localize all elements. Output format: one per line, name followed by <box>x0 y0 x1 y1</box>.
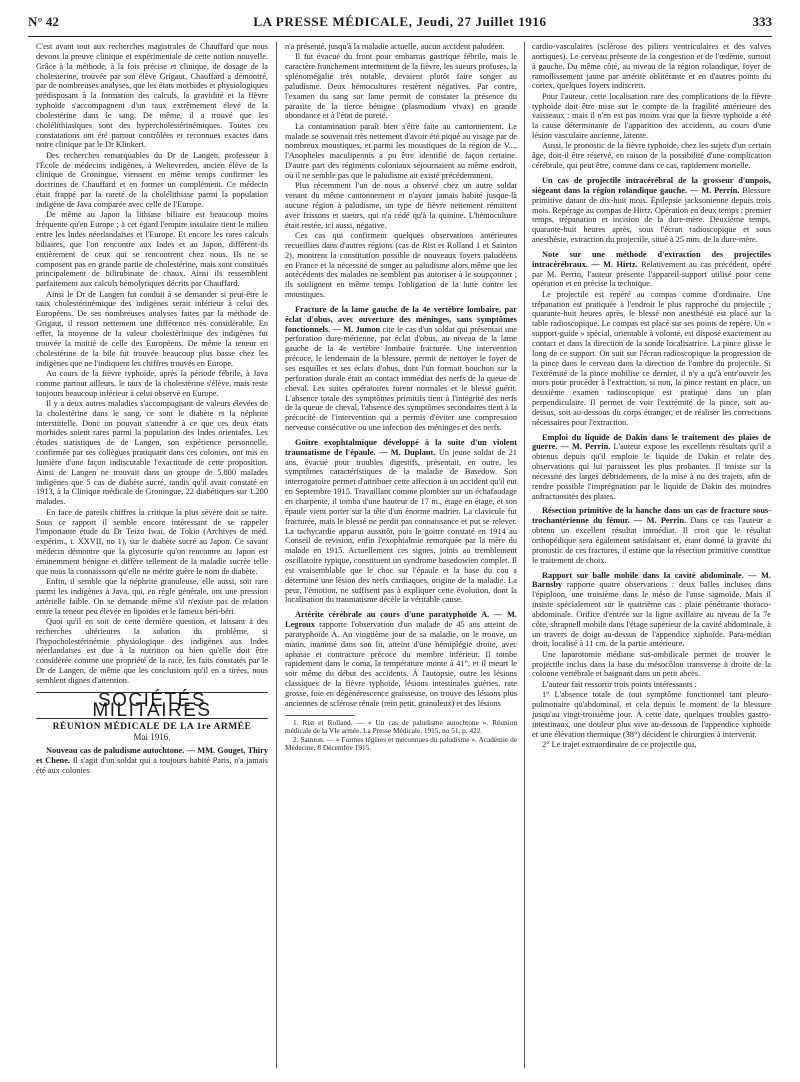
article-body: rapporte quatre observations : deux balles incluses dans l'épiploon, une troisième dans le méso de l'anse sigmoïde. Mais il insiste spécialement sur le quatrième cas : plaie pénétrante thoraco-abdominale. Orifice d'entrée sur la ligne axillaire au niveau de la 7e côte, shrapnell mobile dans l'étage supérieur de la cavité abdominale, à un travers de doigt au-dessus de l'appendice xiphoïde. Para-médian droit, localisé à 11 cm. de la partie antérieure. <box>532 580 771 649</box>
article-title: Fracture de la lame gauche de la 4e vertèbre lombaire, par éclat d'obus, avec ouverture des méninges, sans symptômes fonctionnels. — M. Jumon <box>285 304 517 334</box>
article-entry <box>285 438 517 605</box>
paragraph: Il fut évacué du front pour embarras gastrique fébrile, mais le caractère franchement intermittent de la fièvre, les sueurs profuses, la splénomégalie très notable, devaient plutôt faire songer au paludisme. Deux hémocultures restèrent négatives. Par contre, l'examen du sang sur lame permit de constater la présence du parasite de la tierce bénigne (plasmodium vivax) en grande abondance et à l'état de pureté. <box>285 52 517 121</box>
article-title: Un cas de projectile intracérébral de la grosseur d'unpois, siégeant dans la région rolandique gauche. — M. Perrin. <box>532 175 771 195</box>
header-rule <box>28 36 772 37</box>
paragraph: cardio-vasculaires (sclérose des piliers ventriculaires et des valves aortiques). Le cerveau présente de la congestion et de l'œdème, surtout à gauche. Du même côté, au niveau de la région rolandique, foyer de ramollissement jaune par artérite oblitérante et en d'autres points du cortex, quelques foyers indiscrets. <box>532 42 771 91</box>
article-body: Blessure primitive datant de dix-huit mois. Épilepsie jacksonienne depuis trois mois. Repérage au compas de Hirtz. Opération en deux temps : premier temps, trépanation et incision de la dure-mère. Deuxième temps, quarante-huit heures après, sous l'écran radioscopique et sous anesthésie, extraction du projectile, situé à 25 mm. de la dure-mère. <box>532 185 771 245</box>
article-entry <box>36 746 268 776</box>
article-title: Emploi du liquide de Dakin dans le traitement des plaies de guerre. — M. Perrin. <box>532 432 771 452</box>
paragraph: Quoi qu'il en soit de cette dernière question, et laissant à des recherches ultérieures la solution du problème, si l'hypocholestérinémie physiologique des indigènes aux Indes néerlandaises est due à la nutrition ou bien qu'elle doit être considérée comme une propriété de la race, les faits constatés par le Dr de Langen, de même que les conclusions qu'il en a tirées, nous semblent dignes d'attention. <box>36 616 268 685</box>
column-middle <box>285 42 517 1067</box>
article-body: Dans ce cas l'auteur a obtenu un excellent résultat immédiat. Il croit que le résultat orthopédique sera également satisfaisant et, étant donné la gravité du pronostic de ces fractures, il estime que la résection primitive constitue le traitement de choix. <box>532 516 771 565</box>
article-entry <box>532 506 771 565</box>
paragraph: L'auteur fait ressortir trois points intéressants : <box>542 679 697 689</box>
paragraph: Au cours de la fièvre typhoïde, après la période fébrile, à Java comme partout ailleurs, le taux de la cholestérine s'élève, mais reste toujours beaucoup inférieur à celui observé en Europe. <box>36 368 268 398</box>
paragraph: Enfin, il semble que la néphrite granuleuse, elle aussi, soit rare parmi les indigènes à Java, qui, en règle générale, ont une pression artérielle faible. On se demande même s'il n'existe pas de relation entre la teneur peu élevée en lipoïdes et le fameux béri-béri. <box>36 577 268 616</box>
paragraph: En face de pareils chiffres la critique la plus sévère doit se taire. Sous ce rapport il semble encore intéressant de se rappeler l'importante étude du Dr Teizo Iwai, de Tokio (Archives de méd. expérim., t. XXVII, no 1), sur le diabète sucré au Japon. Ce savant médecin démontre que la glycosurie qu'on rencontre au Japon est éminemment bénigne et diffère tellement de la maladie sucrée telle que nous la connaissons qu'elle ne mérite guère le nom de diabète. <box>36 507 268 576</box>
paragraph: De même au Japon la lithiase biliaire est beaucoup moins fréquente qu'en Europe ; à cet égard l'empire insulaire tient le milieu entre les Indes néerlandaises et l'Europe. Et encore les rares calculs biliaires, que l'on rencontre aux Indes et au Japon, diffèrent-ils entièrement de ceux qui se rencontrent chez nous. Ils ne se composent pas en grande partie de cholestérine, mais sont constitués principalement de bilirubinate de chaux. Ainsi ils ressemblent parfaitement aux calculs hémolytiques décrits par Chauffard. <box>36 210 268 289</box>
article-entry <box>532 433 771 502</box>
footnote: 1. Rist et Rolland. — « Un cas de paludisme autochtone ». Réunion médicale de la VIe armée, La Presse Médicale, 1915, no 51, p. 422. <box>285 717 517 736</box>
article-entry <box>532 176 771 245</box>
page-number: 333 <box>752 14 772 29</box>
paragraph: Il y a deux autres maladies s'accompagnant de valeurs élevées de la cholestérine dans le sang, ce sont le diabète et la néphrite interstitielle. Donc on pouvait s'attendre à ce que ces deux états morbides soient rares parmi la population des Indes orientales. Les études statistiques de de Langen, son expérience personnelle, confirmée par ses collègues pratiquant dans ces colonies, ont mis en lumière d'une façon indiscutable l'exactitude de cette proposition. Ainsi de Langen ne trouvait dans un groupe de 5.800 malades indigènes que 5 cas de diabète sucré, tandis qu'il avait constaté en 1913, à la Clinique médicale de Groningue, 22 diabétiques sur 1.200 malades. <box>36 398 268 507</box>
column-right <box>532 42 771 1067</box>
article-body: Il s'agit d'un soldat qui a toujours habité Paris, n'a jamais été aux colonies <box>36 756 268 775</box>
paragraph: Le projectile est repéré au compas comme d'ordinaire. Une trépanation est pratiquée à l'endroit le plus rapproché du projectile ; quarante-huit heures après, le blessé non anesthésié est placé sur la table radioscopique. Le compas est placé sur ses points de repère. Un « support-guide » spécial, orientable à volonté, est disposé exactement au contact et dans la direction de la sonde localisatrice. La pince glisse le long de ce support. On suit sur l'écran radioscopique la progression de la pince dans le cerveau dans la direction de l'ombre du projectile. Si l'extrémité de la pince mobilise ce dernier, il n'y a qu'à entr'ouvrir les mors pour procéder à l'extraction, si non, la pince restant en place, un deuxième examen radioscopique est pratiqué dans un plan perpendiculaire. Il permet de voir l'extrémité de la pince, soit au-dessus, soit au-dessous du corps étranger, et de réaliser les corrections nécessaires pour l'extraction. <box>532 289 771 427</box>
meeting-title: RÉUNION MÉDICALE DE LA 1re ARMÉE <box>52 721 252 732</box>
footnote: 2. Sainton. — « Formes légères et méconnues du paludisme ». Académie de Médecine, 8 Décembre 1915. <box>285 734 517 753</box>
journal-title: LA PRESSE MÉDICALE, Jeudi, 27 Juillet 1916 <box>253 14 547 29</box>
issue-number: N° 42 <box>28 14 59 29</box>
paragraph: Une laparotomie médiane sus-ombilicale permet de trouver le projectile inclus dans la base du mésocôlon transverse à droite de la colonne vertébrale et baignant dans un petit abcès. <box>532 649 771 679</box>
article-entry <box>285 610 517 708</box>
footnote-rule <box>285 715 355 716</box>
paragraph: Ces cas qui confirment quelques observations antérieures recueillies dans d'autres régions (cas de Rist et Rolland 1 et Sainton 2), montrent la constitution possible de nouveaux foyers paludéens en France et la nécessité de songer au paludisme alors même que les antécédents des malades ne semblent pas autoriser à le soupçonner ; ils soulignent en même temps l'obligation de la lutte contre les moustiques. <box>285 231 517 300</box>
article-body: cite le cas d'un soldat qui présentait une perforation dure-mérienne, par éclat d'obus, au niveau de la lame gauche de la 4e vertèbre lombaire fracturée. Une intervention précoce, le lendemain de la blessure, permit de nettoyer le foyer de ses esquilles et ses éclats d'obus, dont l'un formait bouchon sur la perforation durale était au contact immédiat des nerfs de la queue de cheval. Les suites opératoires furent normales et le blessé guérit. L'absence totale des symptômes primitifs tient à l'intégrité des nerfs de la queue de cheval, l'absence des symptômes secondaires tient à la précocité de l'intervention qui a permis d'éviter une compression nerveuse consécutive ou une infection des méninges et des nerfs. <box>285 324 517 433</box>
paragraph: C'est avant tout aux recherches magistrales de Chauffard que nous devons la preuve clinique et expérimentale de cette notion nouvelle. Grâce à la méthode, à la fois précise et clinique, de dosage de la cholestérine, trouvée par son élève Grigaut, Chauffard a démontré, par de nombreuses analyses, que les états morbides et physiologiques prédisposant à la formation des calculs, la gravidité et la fièvre typhoïde s'accompagnent d'un taux extrêmement élevé de la cholestérine dans le sang. De même, il a trouvé que les cholélithiasiques sont des hypercholestérinémiques. Toutes ces constatations ont été partout contrôlées et reconnues exactes dans notre clinique par le Dr Klinkert. <box>36 42 268 150</box>
column-divider <box>276 42 277 1068</box>
paragraph: Aussi, le pronostic de la fièvre typhoïde, chez les sujets d'un certain âge, doit-il être réservé, en raison de la possibilité d'une complication cérébrale, qui peut être, comme dans ce cas, rapidement mortelle. <box>532 141 771 171</box>
article-title: Note sur une méthode d'extraction des projectiles intracérébraux. — M. Hirtz. <box>532 249 771 269</box>
article-title: Artérite cérébrale au cours d'une paratyphoïde A. — M. Legroux <box>285 610 517 630</box>
article-title: Nouveau cas de paludisme autochtone. — MM. Gouget, Thiry et Chene. <box>36 746 268 766</box>
paragraph: n'a présenté, jusqu'à la maladie actuelle, aucun accident paludéen. <box>285 42 505 51</box>
article-entry <box>285 305 517 433</box>
article-title: Rapport sur balle mobile dans la cavité abdominale. — M. Barnsby <box>532 570 771 590</box>
meeting-date: Mai 1916. <box>133 732 171 743</box>
paragraph: Pour l'auteur, cette localisation rare des complications de la fièvre typhoïde doit être mise sur le compte de la fragilité antérieure des vaisseaux : mais il n'en est pas moins vrai que la fièvre typhoïde a été la cause déterminante de l'apparition des accidents, au cours d'une lésion vasculaire ancienne, latente. <box>532 91 771 141</box>
article-title: Goitre exophtalmique développé à la suite d'un violent traumatisme de l'épaule. — M. Duplant. <box>285 437 517 457</box>
paragraph: La contamination paraît bien s'être faite au cantonnement. Le malade se souvenait très nettement d'avoir été piqué au visage par de nombreux moustiques, et parmi les moustiques de la région de V..., l'Anopheles maculipennis a pu être identifié de façon certaine. D'autre part des régiments coloniaux séjournaient au même endroit, où il ne semble pas que le paludisme ait existé précédemment. <box>285 121 517 180</box>
article-body: Un jeune soldat de 21 ans, évacué pour troubles digestifs, présentait, en outre, les symptômes caractéristiques de la maladie de Basedow. Son interrogatoire permet d'attribuer cette affection à un accident qu'il eut en Septembre 1915. Travaillant comme plombier sur un échafaudage en charpente, il tomba d'une hauteur de 17 m., étage en étage, et son épaule vient porter sur la tête d'un énorme madrier. La clavicule fut fracturée, mais le blessé ne perdit pas connaissance et put se relever. La tachycardie apparut aussitôt, puis le goitre constaté en 1914 au Conseil de revision, enfin l'exophtalmie remarquée par la mère du malade en 1915. Actuellement ces signes, joints au tremblement oscillatoire typique, constituent un syndrome basedowien complet. Il est vraisemblable que le choc sur l'épaule et la base du cou a déterminé une lésion des nerfs cardiaques, origine de la maladie. La peur, l'émotion, ne suffisent pas à expliquer cette évolution, dont la localisation du traumatisme décèle la véritable cause. <box>285 447 517 605</box>
section-heading: SOCIÉTÉS MILITAIRES <box>36 692 268 719</box>
paragraph: 1° L'absence totale de tout symptôme fonctionnel tant pleuro-pulmonaire qu'abdominal, et cela depuis le moment de la blessure jusqu'au vingt-troisième jour. À cette date, quelques troubles gastro-intestinaux, une douleur plus vive au-dessous de l'appendice xiphoïde et une élévation thermique (38°) décident le chirurgien à intervenir. <box>532 690 771 739</box>
article-body: rapporte l'observation d'un malade de 45 ans atteint de paratyphoïde A. Au vingtième jour de sa maladie, on le trouve, un matin, inanimé dans son lit, atteint d'une hémiplégie droite, avec aphasie et contracture précoce du membre inférieur. Il tombe rapidement dans le coma, la température monte à 41°, et il meurt le soir même du début des accidents. À l'autopsie, outre les lésions classiques de la fièvre typhoïde, lésions intestinales guéries, rate grosse, foie en dégénérescence graisseuse, on trouve des lésions plus anciennes de sclérose rénale (rein petit, granuleux) et des lésions <box>285 620 517 708</box>
paragraph: Ainsi le Dr de Langen fut conduit à se demander si peut-être le taux cholestérinémique des indigènes serait inférieur à celui des Européens. De ses nombreuses analyses faites par la méthode de Grigaut, il ressort nettement une différence très considérable. En effet, la moyenne de la valeur cholestérinique des indigènes fut trouvée la moitié de celle des Européens. De même la teneur en cholestérine de la bile fut trouvée beaucoup plus basse chez les indigènes que ne l'indiquent les chiffres trouvés en Europe. <box>36 289 268 368</box>
article-body: Relativement au cas précédent, opéré par M. Perrin, l'auteur présente l'appareil-support utilisé pour cette opération et en précise la technique. <box>532 259 771 289</box>
article-title: Résection primitive de la hanche dans un cas de fracture sous-trochantérienne du fémur. — M. Perrin. <box>532 506 771 526</box>
paragraph: Des recherches remarquables du Dr de Langen, professeur à l'École de médecins indigènes, à Weltevreden, ancien élève de la clinique de Groningue, viennent en même temps confirmer les doctrines de Chauffard et en former un complément. Ce médecin était frappé par la rareté de la cholélithiase parmi la population indigène de Java comparée avec celle de l'Europe. <box>36 150 268 209</box>
page-header <box>28 14 772 36</box>
paragraph: 2° Le trajet extraordinaire de ce projectile qui, <box>542 739 697 749</box>
article-body: L'auteur expose les excellents résultats qu'il a obtenus depuis qu'il emploie le liquide de Dakin et relate des observations qui lui paraissent les plus probantes. Il insiste sur la nécessité des larges débridements, de la mise à nu des trajets, afin de rendre possible l'imprégnation par le liquide de Dakin des moindres anfractuosités des plaies. <box>532 442 771 501</box>
column-left <box>36 42 268 1067</box>
article-entry <box>532 250 771 289</box>
paragraph: Plus récemment l'un de nous a observé chez un autre soldat venant du même cantonnement et n'ayant jamais habité jusque-là aucune région à paludisme, un type de fièvre nettement rémittent avec frissons et sueurs, qui n'a cédé qu'à la quinine. L'hémoculture était restée, ici aussi, négative. <box>285 181 517 230</box>
column-divider <box>524 42 525 1068</box>
article-entry <box>532 571 771 650</box>
